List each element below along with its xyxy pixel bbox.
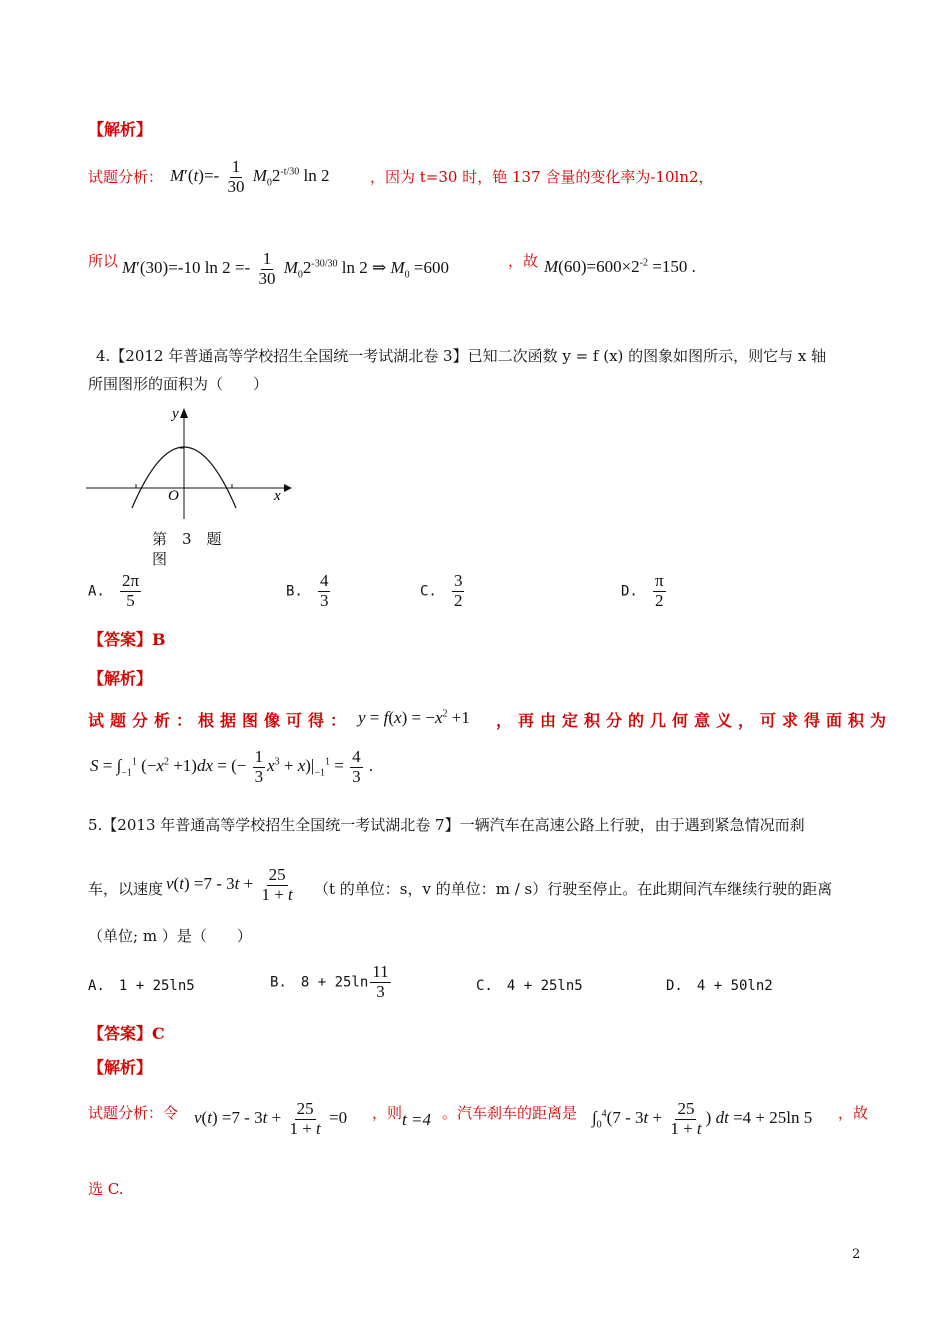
origin-label: O — [168, 488, 179, 504]
parabola-figure — [84, 404, 294, 524]
option-d: D. 4 + 50ln2 — [666, 978, 773, 994]
option-c: C. 4 + 25ln5 — [476, 978, 583, 994]
axis-y-label: y — [172, 406, 179, 422]
answer-label: 【答案】B — [88, 630, 166, 649]
answer-label: 【答案】C — [88, 1024, 165, 1043]
then-label: ，则 — [372, 1104, 403, 1122]
question-5-line2a: 车，以速度 — [88, 880, 164, 898]
page-number: 2 — [852, 1247, 861, 1262]
option-d: D. $\frac{\pi}{2}$ — [621, 571, 664, 610]
formula-m30: M′(30)=-10 ln 2 =- $\frac{1}{30}$ $M_02^{-30/30}$ ln 2 ⇒ $M_0 =600$ — [122, 249, 449, 288]
figure-caption: 第 3 题 — [152, 530, 222, 548]
formula-distance: $\int_0^4(7 - 3t$ + $\frac{25}{1 + t}$ ) dt =4 + 25ln 5 — [592, 1099, 813, 1138]
figure-caption-2: 图 — [152, 550, 168, 568]
analysis-label: 【解析】 — [88, 669, 153, 688]
analysis-text: ，再由定积分的几何意义，可求得面积为 — [496, 711, 893, 730]
option-a: A. 1 + 25ln5 — [88, 978, 195, 994]
t-value: t =4 — [402, 1110, 431, 1129]
so-label: 所以 — [88, 252, 119, 270]
therefore-label: ，故 — [508, 252, 539, 270]
analysis-lead: 试题分析： — [88, 168, 164, 186]
question-5-line2b: （t 的单位：s，v 的单位：m / s）行驶至停止。在此期间汽车继续行驶的距离 — [314, 880, 833, 898]
analysis-text: ，因为 t=30 时，铯 137 含量的变化率为-10ln2， — [370, 168, 714, 186]
option-c: C. $\frac{3}{2}$ — [420, 571, 463, 610]
question-5-title: 5.【2013 年普通高等学校招生全国统一考试湖北卷 7】一辆汽车在高速公路上行驶，由于遇到紧急情况而刹 — [88, 816, 805, 834]
analysis-label: 【解析】 — [88, 120, 153, 139]
axis-x-label: x — [274, 488, 281, 504]
option-a: A. $\frac{2\pi}{5}$ — [88, 571, 140, 610]
choose-c: 选 C. — [88, 1180, 124, 1198]
formula-velocity-zero: v(t) =7 - 3t + $\frac{25}{1 + t}$ =0 — [194, 1099, 348, 1138]
analysis-label: 【解析】 — [88, 1058, 153, 1077]
formula-velocity: v(t) =7 - 3t + $\frac{25}{1 + t}$ — [166, 865, 293, 904]
formula-m60: $M(60)=600\times 2^{-2} =150$ . — [544, 257, 696, 276]
therefore-label: ，故 — [838, 1104, 869, 1122]
distance-text: 。汽车刹车的距离是 — [442, 1104, 578, 1122]
formula-derivative: M′(t)=- $\frac{1}{30}$ $M_02^{-t/30}$ ln 2 — [170, 157, 330, 196]
option-b: B. 8 + 25ln $\frac{11}{3}$ — [270, 962, 389, 1001]
analysis-lead: 试题分析：令 — [88, 1104, 179, 1122]
option-b: B. $\frac{4}{3}$ — [286, 571, 329, 610]
formula-function: $y = f(x) = -x^2 +1$ — [358, 708, 470, 727]
question-4-line2: 所围图形的面积为（ ） — [88, 375, 269, 393]
analysis-lead: 试题分析：根据图像可得： — [88, 711, 353, 730]
question-4-title: 4.【2012 年普通高等学校招生全国统一考试湖北卷 3】已知二次函数 y = f (x) 的图象如图所示，则它与 x 轴 — [96, 347, 827, 365]
formula-integral: $S = \int_{-1}^1$ $(-x^2 +1)dx$ = (− $\frac{1}{3}$ $x^3 + x)|_{-1}^1$ = $\frac{4}{3}$ . — [90, 747, 374, 786]
question-5-line3: （单位; m ）是（ ） — [88, 927, 252, 945]
